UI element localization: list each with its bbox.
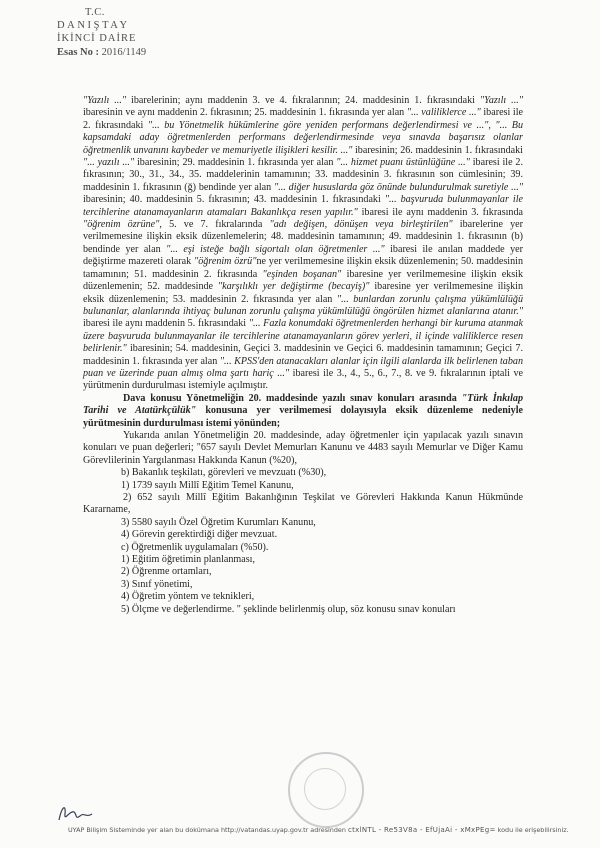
court-name: DANIŞTAY [57, 20, 130, 31]
paragraph [83, 480, 523, 492]
text-run: ibaresi ile anılan maddede yer değiştirme mazereti olarak [83, 243, 523, 268]
text-run: ibaresi ile 2. fıkrasındaki [83, 107, 523, 131]
paragraph [83, 542, 523, 554]
paragraph [83, 566, 523, 578]
text-run: "karşılıklı yer değiştirme (becayiş)" [217, 281, 370, 293]
paragraph [83, 579, 523, 591]
text-run: ibarelerine yer verilmemesine ilişkin eksik düzenlemelerin; 48. maddesinin tamamının; 49. maddesinin 1. fıkrasının (b) bendinde yer alan [83, 219, 523, 255]
case-number [57, 46, 146, 59]
footer-text: UYAP Bilişim Sisteminde yer alan bu dokümana http://vatandas.uyap.gov.tr adresinden [68, 826, 346, 834]
text-run: "... eşi isteğe bağlı sigortalı olan öğretmenler ..." [166, 243, 385, 255]
text-run: , 5. ve 7. fıkralarında [159, 219, 270, 231]
text-run: "... hizmet puanı üstünlüğüne ..." [336, 157, 470, 169]
text-run: konusuna yer verilmemesi dolayısıyla eksik düzenleme nedeniyle yürütmesinin durdurulması istemi yönünden; [83, 405, 523, 429]
official-seal [288, 752, 364, 828]
text-run: Dava konusu Yönetmeliğin 20. maddesinde yazılı sınav konuları arasında [123, 392, 462, 404]
text-run: ibaresi ile 2. fıkrasının; 30., 31., 34., 35. maddelerinin tamamının; 33. maddesinin 3. fıkrasının son cümlesinin; 39. maddesinin 1. fıkrasının (ğ) bendinde yer alan [83, 157, 523, 193]
text-run: 3) 5580 sayılı Özel Öğretim Kurumları Kanunu, [121, 516, 316, 528]
paragraph [83, 604, 523, 616]
text-run: "... diğer hususlarda göz önünde bulundurulmak suretiyle ..." [274, 181, 523, 193]
paragraph [83, 554, 523, 566]
text-run: ibaresine yer verilmemesine ilişkin eksik düzenlemenin; 52. maddesinde [83, 268, 523, 293]
text-run: ibaresine yer verilmemesine ilişkin eksik düzenlemenin; 53. maddesinin 2. fıkrasında yer alan [83, 281, 523, 305]
paragraph [83, 517, 523, 529]
document-body [83, 95, 523, 616]
text-run: "... yazılı ..." [83, 157, 135, 169]
text-run: "... valiliklerce ..." [406, 107, 481, 119]
case-number-label: Esas No : [57, 47, 100, 58]
text-run: b) Bakanlık teşkilatı, görevleri ve mevzuatı (%30), [121, 467, 327, 479]
text-run: "... bunlardan zorunlu çalışma yükümlülüğü bulunanlar, alanlarında ihtiyaç bulunan zorunlu çalışma yükümlülüğü öngörülen hizmet alanlarına atanır." [83, 293, 523, 317]
republic-abbreviation: T.C. [85, 7, 105, 18]
footer-suffix: kodu ile erişebilirsiniz. [495, 826, 569, 834]
signature-mark [56, 800, 96, 824]
text-run: 1) Eğitim öğretimin planlanması, [121, 554, 255, 566]
text-run: "adı değişen, dönüşen veya birleştirilen" [269, 219, 453, 231]
document-footer [68, 826, 588, 834]
text-run: 4) Öğretim yöntem ve teknikleri, [121, 591, 255, 603]
text-run: c) Öğretmenlik uygulamaları (%50). [121, 541, 269, 553]
text-run: "öğrenim özrü" [193, 256, 257, 268]
paragraph [83, 95, 523, 393]
text-run: 4) Görevin gerektirdiği diğer mevzuat. [121, 529, 278, 541]
paragraph [83, 591, 523, 603]
text-run: ibaresinin; 40. maddesinin 5. fıkrasının; 43. maddesinin 1. fıkrasındaki [83, 194, 385, 206]
text-run: ibaresi ile aynı maddenin 3. fıkrasında [357, 206, 523, 218]
text-run: ibarelerinin; aynı maddenin 3. ve 4. fıkralarının; 24. maddesinin 1. fıkrasındaki [126, 95, 480, 106]
chamber-name: İKİNCİ DAİRE [57, 33, 137, 44]
text-run: ne yer verilmemesine ilişkin eksik düzenlemenin; 50. maddesinin tamamının; 51. maddesinin 2. fıkrasında [83, 256, 524, 280]
text-run: "Yazılı ..." [479, 95, 523, 106]
text-run: "... başvuruda bulunmayanlar ile tercihlerine atanamayanların atamaları Bakanlıkça resen yapılır." [83, 194, 523, 218]
text-run: 1) 1739 sayılı Millî Eğitim Temel Kanunu, [121, 479, 294, 491]
document-header [57, 6, 146, 59]
text-run: "Türk İnkılap Tarihi ve Atatürkçülük" [83, 392, 523, 417]
paragraph [83, 492, 523, 517]
text-run: ibaresinin ve aynı maddenin 2. fıkrasının; 25. maddesinin 1. fıkrasında yer alan [83, 107, 407, 119]
text-run: 5) Ölçme ve değerlendirme. " şeklinde belirlenmiş olup, söz konusu sınav konuları [121, 603, 456, 615]
text-run: ibaresi ile 3., 4., 5., 6., 7., 8. ve 9. fıkralarının iptali ve yürütmenin durdurulması istemiyle açılmıştır. [83, 367, 524, 392]
text-run: "öğrenim özrüne" [83, 219, 160, 231]
case-number-value: 2016/1149 [101, 47, 147, 58]
text-run: ibaresinin; 26. maddesinin 1. fıkrasındaki [352, 144, 523, 156]
text-run: 2) 652 sayılı Millî Eğitim Bakanlığının Teşkilat ve Görevleri Hakkında Kanun Hükmünde Kararname, [83, 492, 523, 516]
text-run: ibaresinin; 29. maddesinin 1. fıkrasında yer alan [134, 157, 337, 169]
text-run: "Yazılı ..." [83, 95, 127, 106]
paragraph [83, 467, 523, 479]
text-run: "eşinden boşanan" [262, 268, 342, 280]
text-run: ibaresi ile aynı maddenin 5. fıkrasındaki [83, 318, 249, 330]
paragraph [83, 393, 523, 430]
text-run: "... KPSS'den atanacakları alanlar için ilgili alanlarda ilk belirlenen taban puan ve üzerinde puan almış olma şartı hariç ..." [83, 355, 523, 379]
paragraph [83, 529, 523, 541]
text-run: Yukarıda anılan Yönetmeliğin 20. maddesinde, aday öğretmenler için yapılacak yazılı sınavın konuları ve puan değerleri; "657 sayılı Devlet Memurları Kanunu ve 4483 sayılı Memurlar ve Diğer Kamu Görevlilerinin Yargılanması Hakkında Kanun (%20), [83, 429, 523, 466]
text-run: ibaresinin; 54. maddesinin, Geçici 3. maddesinin ve Geçici 6. maddesinin tamamının; Geçici 7. maddesinin 1. fıkrasında yer alan [83, 343, 523, 367]
verification-code: ctxlNTL - Re53V8a - EfUjaAi - xMxPEg= [347, 826, 496, 834]
text-run: "... bu Yönetmelik hükümlerine göre yeniden performans değerlendirmesi ve ...", "... Bu kapsamdaki aday öğretmenlerden performans değerlendirmesinde veya sınavda başarısız olanlar öğretmenlik unvanını kaybeder ve memuriyetle ilişikleri kesilir. ..." [83, 119, 523, 156]
paragraph [83, 430, 523, 467]
text-run: "... Fazla konumdaki öğretmenlerden herhangi bir kuruma atanmak üzere başvuruda bulunmayanlar ile tercihlerine atanamayanların görev yerleri, il içinde valiliklerce resen belirlenir." [83, 318, 523, 355]
text-run: 3) Sınıf yönetimi, [121, 578, 193, 590]
text-run: 2) Öğrenme ortamları, [121, 566, 212, 578]
